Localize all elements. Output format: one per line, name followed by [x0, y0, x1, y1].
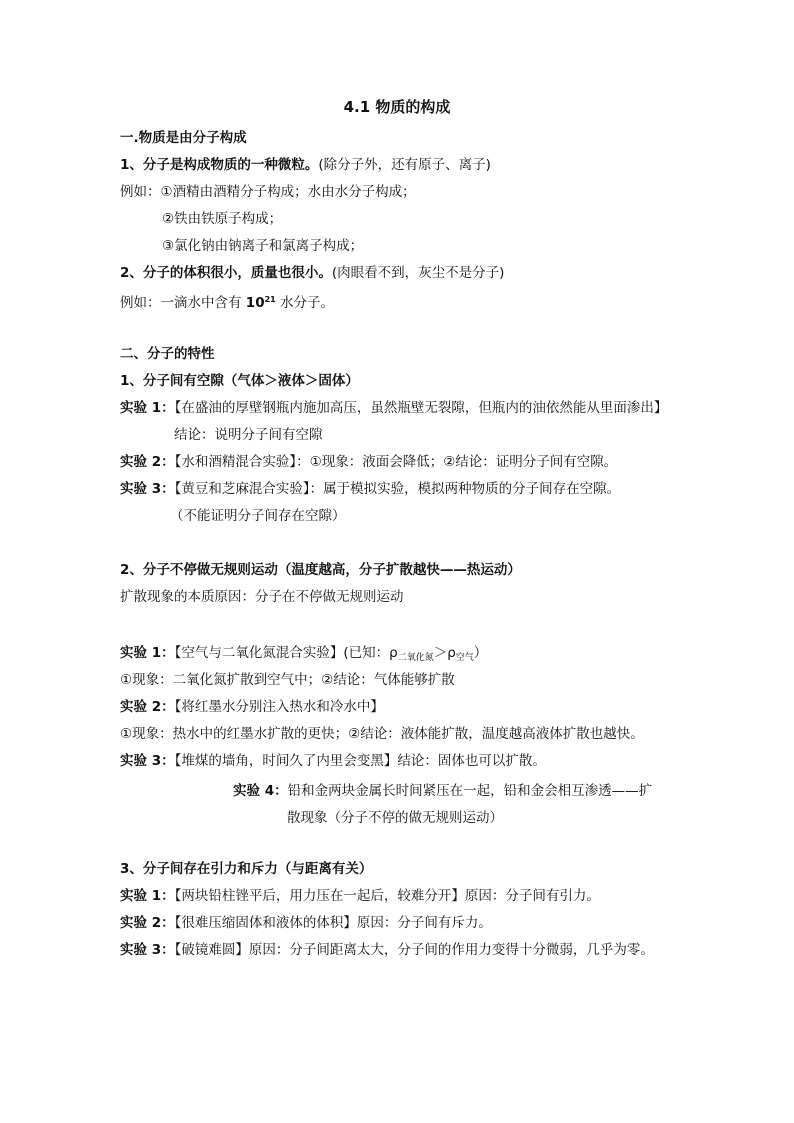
s2-exp-3-text: 【黄豆和芝麻混合实验】：属于模拟实验，模拟两种物质的分子间存在空隙。: [174, 481, 621, 497]
section-2-heading: 二、分子的特性: [120, 346, 215, 362]
s2-exp-2: [120, 452, 617, 472]
s1-point-2-bold: 2、分子的体积很小，质量也很小。: [120, 265, 332, 281]
s2-force-exp-1-label: 实验 1：: [120, 888, 175, 904]
s2-force-exp-3-text: 【破镜难圆】原因：分子间距离太大，分子间的作用力变得十分微弱，几乎为零。: [174, 942, 654, 958]
s2-force-exp-1-text: 【两块铅柱锉平后，用力压在一起后，较难分开】原因：分子间有引力。: [174, 888, 600, 904]
s2-force-exp-3: [120, 940, 654, 960]
s2-exp-2-label: 实验 2：: [120, 454, 175, 470]
s1-example-4-b: 水分子。: [275, 295, 335, 311]
s1-point-2: [120, 263, 504, 283]
s2-motion-exp-1-close: ）: [473, 645, 488, 661]
s1-point-2-note: (肉眼看不到，灰尘不是分子): [331, 265, 505, 281]
s2-motion-exp-1: [120, 643, 487, 668]
s2-point-1-heading: 1、分子间有空隙（气体＞液体＞固体）: [120, 373, 359, 389]
s2-motion-exp-2: [120, 697, 384, 717]
s1-example-4: [120, 290, 334, 313]
s2-exp-1-text: 【在盛油的厚壁钢瓶内施加高压，虽然瓶壁无裂隙，但瓶内的油依然能从里面渗出】: [174, 400, 668, 416]
s2-exp-1-label: 实验 1：: [120, 400, 175, 416]
s2-motion-exp-2-label: 实验 2：: [120, 699, 175, 715]
s1-example-4-base: 10: [245, 295, 265, 311]
s2-motion-exp-1-sub-no2: 二氧化氮: [397, 653, 434, 663]
s2-motion-exp-1-gt: ＞ρ: [433, 645, 456, 661]
s2-motion-exp-4: [233, 781, 652, 801]
s2-motion-exp-4-text: 铅和金两块金属长时间紧压在一起，铅和金会相互渗透——扩: [287, 783, 653, 799]
s2-motion-exp-3: [120, 751, 546, 771]
s1-example-1: 例如：①酒精由酒精分子构成；水由水分子构成；: [120, 184, 416, 200]
s2-exp-3: [120, 479, 620, 499]
s2-motion-exp-1-sub-air: 空气: [455, 653, 474, 663]
s2-motion-exp-2-text: 【将红墨水分别注入热水和冷水中】: [174, 699, 384, 715]
s2-exp-3-label: 实验 3：: [120, 481, 175, 497]
s2-force-exp-1: [120, 886, 600, 906]
s2-force-exp-2-label: 实验 2：: [120, 915, 175, 931]
s2-motion-exp-1-label: 实验 1：: [120, 645, 175, 661]
s1-point-1-bold: 1、分子是构成物质的一种微粒。: [120, 157, 319, 173]
s1-example-4-exponent: 21: [264, 295, 276, 304]
s2-motion-exp-1-text: 【空气与二氧化氮混合实验】(已知：ρ: [174, 645, 398, 661]
s2-point-3-heading: 3、分子间存在引力和斥力（与距离有关）: [120, 861, 373, 877]
s2-exp-3-note: （不能证明分子间存在空隙）: [170, 508, 346, 524]
s2-point-2-heading: 2、分子不停做无规则运动（温度越高，分子扩散越快——热运动）: [120, 562, 521, 578]
s2-force-exp-2-text: 【很难压缩固体和液体的体积】原因：分子间有斥力。: [174, 915, 492, 931]
s2-motion-exp-3-text: 【堆煤的墙角，时间久了内里会变黑】结论：固体也可以扩散。: [174, 753, 546, 769]
page-title: 4.1 物质的构成: [343, 98, 451, 116]
s2-exp-2-text: 【水和酒精混合实验】：①现象：液面会降低；②结论：证明分子间有空隙。: [174, 454, 618, 470]
s1-point-1: [120, 155, 491, 175]
s2-motion-exp-2-result: ①现象：热水中的红墨水扩散的更快；②结论：液体能扩散，温度越高液体扩散也越快。: [120, 726, 644, 742]
s2-exp-1: [120, 398, 667, 418]
s1-point-1-note: (除分子外，还有原子、离子): [318, 157, 491, 173]
s2-motion-exp-4-text-2: 散现象（分子不停的做无规则运动）: [287, 810, 503, 826]
s1-example-4-a: 例如：一滴水中含有: [120, 295, 246, 311]
s2-motion-exp-4-label: 实验 4：: [233, 783, 288, 799]
s2-exp-1-conclusion: 结论：说明分子间有空隙: [174, 427, 323, 443]
s1-example-2: ②铁由铁原子构成；: [162, 211, 283, 227]
s2-point-2-desc: 扩散现象的本质原因：分子在不停做无规则运动: [120, 589, 404, 605]
s2-motion-exp-3-label: 实验 3：: [120, 753, 175, 769]
s2-force-exp-3-label: 实验 3：: [120, 942, 175, 958]
s1-example-3: ③氯化钠由钠离子和氯离子构成；: [162, 238, 364, 254]
s2-force-exp-2: [120, 913, 492, 933]
s2-motion-exp-1-result: ①现象：二氧化氮扩散到空气中；②结论：气体能够扩散: [120, 672, 455, 688]
section-1-heading: 一.物质是由分子构成: [120, 130, 247, 146]
